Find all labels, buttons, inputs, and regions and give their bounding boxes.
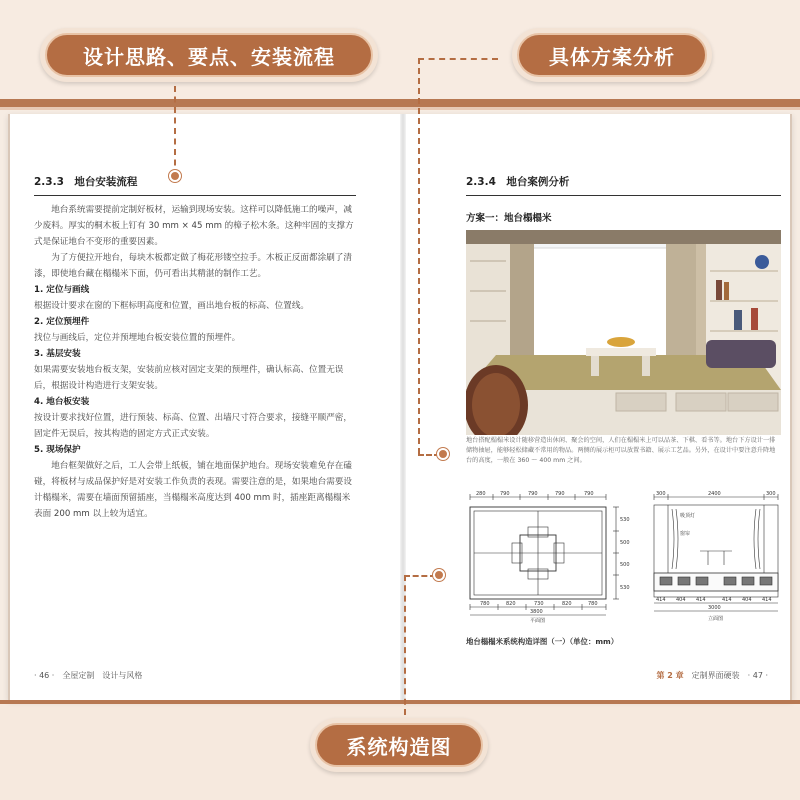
step-title: 5. 现场保护 [34, 445, 81, 455]
dim-label: 280 [476, 491, 486, 497]
intro-paragraph: 地台系统需要提前定制好板材，运输到现场安装。这样可以降低施工的噪声，减少废料。厚实的桐木板上钉有 30 mm × 45 mm 的樟子松木条。这种牢固的支撑方式是保证地台不变形的重要因素。 [34, 205, 354, 247]
step-body: 地台框架做好之后，工人会带上纸板，铺在地面保护地台。现场安装难免存在磕碰，将板材与成品保护好是对安装工作负责的表现。需要注意的是，如果地台需要设计榻榻米，需要在墙面预留插座，当榻榻米高度达到 400 mm 时，插座距离榻榻米表面 200 mm 以上较为适宜。 [34, 461, 352, 519]
book-spread [8, 114, 792, 700]
dim-label: 790 [584, 491, 594, 497]
dim-label: 820 [562, 601, 572, 607]
callout-plan-analysis [512, 28, 712, 82]
connector-line [418, 58, 420, 454]
connector-line [404, 575, 406, 715]
intro-paragraph: 为了方便拉开地台，每块木板都定做了梅花形镂空拉手。木板正反面都涂刷了清漆，即使地台藏在榻榻米下面，仍可看出其精湛的制作工艺。 [34, 253, 352, 279]
connector-dot [433, 569, 445, 581]
callout-label: 具体方案分析 [517, 33, 707, 77]
figure-caption: 地台榻榻米系统构造详图（一）（单位：mm） [466, 637, 619, 646]
step-title: 4. 地台板安装 [34, 397, 90, 407]
step-body: 如果需要安装地台板支架，安装前应核对固定支架的预埋件，确认标高、位置无误后，根据设计构造进行支架安装。 [34, 365, 344, 391]
step-title: 1. 定位与画线 [34, 285, 90, 295]
dim-label: 300 [766, 491, 776, 497]
connector-line [418, 58, 498, 60]
page-footer-right [657, 670, 769, 681]
dim-label: 780 [588, 601, 598, 607]
page-footer-left: · 46 · 全屋定制 设计与风格 [34, 671, 143, 680]
dim-label: 790 [528, 491, 538, 497]
right-page [466, 174, 781, 224]
tatami-room-photo [466, 230, 781, 435]
elevation-drawing [650, 489, 782, 625]
footer-text: 定制界面硬装 · 47 · [683, 671, 768, 680]
drawing-label: 平面图 [530, 618, 546, 624]
dim-total: 3800 [530, 609, 543, 615]
dim-label: 414 [656, 597, 666, 603]
drawing-label: 立面图 [708, 616, 724, 622]
dim-label: 404 [742, 597, 752, 603]
dim-label: 530 [620, 585, 630, 591]
dim-label: 790 [500, 491, 510, 497]
plan-title: 方案一：地台榻榻米 [466, 213, 552, 224]
drawing-callout: 吸顶灯 [680, 513, 696, 519]
dim-label: 790 [555, 491, 565, 497]
dim-label: 730 [534, 601, 544, 607]
callout-design-process [40, 28, 378, 82]
callout-label: 设计思路、要点、安装流程 [45, 33, 373, 77]
section-title-left: 2.3.3 地台安装流程 [34, 174, 356, 196]
dim-label: 300 [656, 491, 666, 497]
dim-label: 780 [480, 601, 490, 607]
section-title-right: 2.3.4 地台案例分析 [466, 174, 781, 196]
chapter-label: 第 2 章 [656, 671, 684, 680]
step-title: 2. 定位预埋件 [34, 317, 90, 327]
dim-label: 530 [620, 517, 630, 523]
dim-label: 500 [620, 540, 630, 546]
dim-label: 414 [722, 597, 732, 603]
dim-label: 820 [506, 601, 516, 607]
connector-line [174, 86, 176, 176]
bottom-rule [0, 700, 800, 704]
left-page [34, 174, 356, 522]
callout-label: 系统构造图 [315, 723, 483, 767]
dim-label: 414 [696, 597, 706, 603]
connector-line [404, 575, 436, 577]
drawing-callout: 窗帘 [680, 531, 691, 537]
dim-label: 2400 [708, 491, 721, 497]
connector-dot [437, 448, 449, 460]
step-title: 3. 基层安装 [34, 349, 81, 359]
top-rule [0, 99, 800, 107]
dim-label: 500 [620, 562, 630, 568]
photo-caption: 地台搭配榻榻米设计随移营造出休闲、聚会的空间，人们在榻榻米上可以品茶、下棋、看书等。地台下方设计一排储物抽屉，能够轻松储藏不常用的物品。两侧的展示柜可以放置书籍、展示工艺品。另外，在设计中要注意升降地台的高度，一般在 360 ～ 400 mm 之间。 [466, 437, 776, 464]
callout-structure-drawing [310, 718, 488, 772]
plan-view-drawing [466, 489, 642, 625]
step-body: 按设计要求找好位置，进行预装、标高、位置、出墙尺寸符合要求，接缝平顺严密，固定件无误后，按其构造的固定方式正式安装。 [34, 413, 352, 439]
dim-label: 404 [676, 597, 686, 603]
step-body: 找位与画线后，定位并预埋地台板安装位置的预埋件。 [34, 333, 241, 343]
dim-label: 414 [762, 597, 772, 603]
step-body: 根据设计要求在窗的下框标明高度和位置，画出地台板的标高、位置线。 [34, 301, 310, 311]
dim-total: 3000 [708, 605, 721, 611]
connector-dot [169, 170, 181, 182]
